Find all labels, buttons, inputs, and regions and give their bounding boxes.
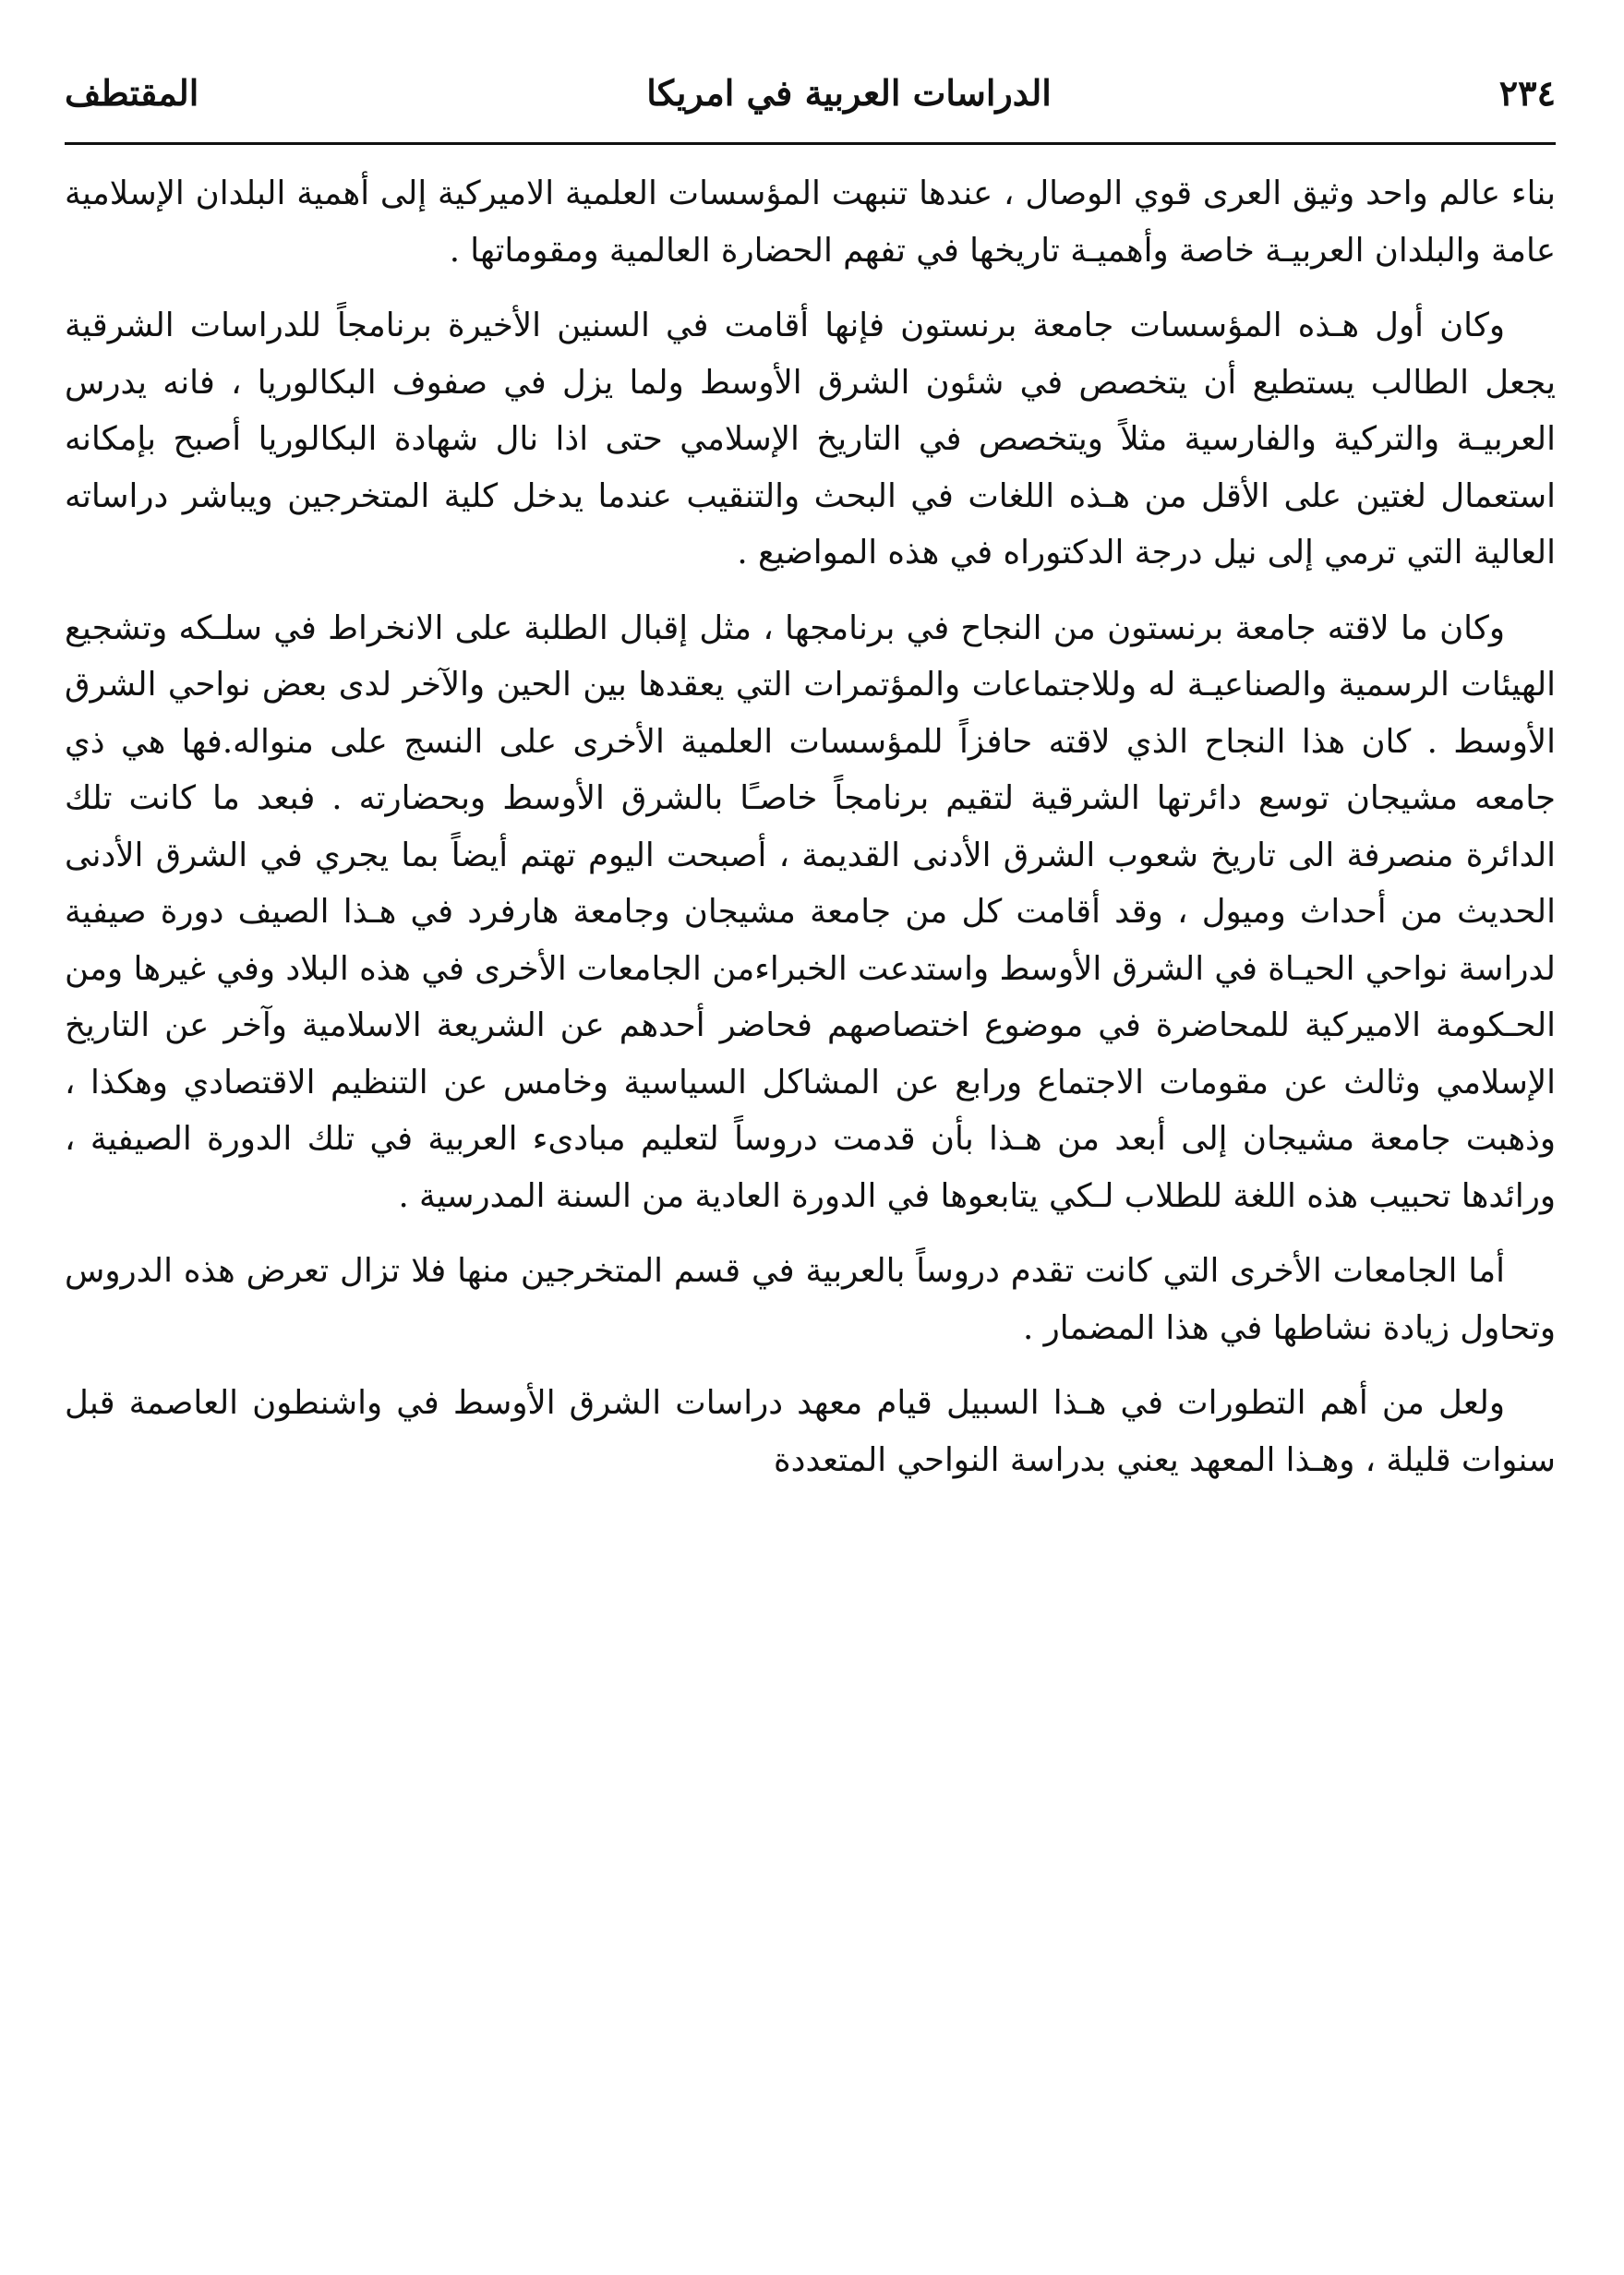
paragraph-5: ولعل من أهم التطورات في هـذا السبيل قيام معهد دراسات الشرق الأوسط في واشنطون العاصمة قبل سنوات قليلة ، وهـذا المعهد يعني بدراسة النواحي المتعددة [65, 1384, 1556, 1479]
running-title: الدراسات العربية في امريكا [646, 71, 1052, 114]
document-page [65, 55, 1556, 2244]
paragraph-4: أما الجامعات الأخرى التي كانت تقدم دروساً بالعربية في قسم المتخرجين منها فلا تزال تعرض هذه الدروس وتحاول زيادة نشاطها في هذا المضمار . [65, 1252, 1556, 1347]
journal-name: المقتطف [65, 71, 199, 114]
paragraph-2: وكان أول هـذه المؤسسات جامعة برنستون فإنها أقامت في السنين الأخيرة برنامجاً للدراسات الشرقية يجعل الطالب يستطيع أن يتخصص في شئون الشرق الأوسط ولما يزل في صفوف البكالوريا ، فانه يدرس العربيـة والتركية والفارسية مثلاً ويتخصص في التاريخ الإسلامي حتى اذا نال شهادة البكالوريا أصبح بإمكانه استعمال لغتين على الأقل من هـذه اللغات في البحث والتنقيب عندما يدخل كلية المتخرجين ويباشر دراساته العالية التي ترمي إلى نيل درجة الدكتوراه في هذه المواضيع . [65, 307, 1556, 572]
header-rule [65, 142, 1556, 145]
article-body [65, 165, 1556, 1488]
page-number: ٢٣٤ [1498, 71, 1556, 114]
page-header [65, 55, 1556, 129]
paragraph-3: وكان ما لاقته جامعة برنستون من النجاح في برنامجها ، مثل إقبال الطلبة على الانخراط في سلـكه وتشجيع الهيئات الرسمية والصناعيـة له وللاجتماعات والمؤتمرات التي يعقدها بين الحين والآخر لدى بعض نواحي الشرق الأوسط . كان هذا النجاح الذي لاقته حافزاً للمؤسسات العلمية الأخرى على النسج على منواله.فها هي ذي جامعه مشيجان توسع دائرتها الشرقية لتقيم برنامجاً خاصـًا بالشرق الأوسط وبحضارته . فبعد ما كانت تلك الدائرة منصرفة الى تاريخ شعوب الشرق الأدنى القديمة ، أصبحت اليوم تهتم أيضاً بما يجري في الشرق الأدنى الحديث من أحداث وميول ، وقد أقامت كل من جامعة مشيجان وجامعة هارفرد في هـذا الصيف دورة صيفية لدراسة نواحي الحيـاة في الشرق الأوسط واستدعت الخبراءمن الجامعات الأخرى في هذه البلاد وفي غيرها ومن الحـكومة الاميركية للمحاضرة في موضوع اختصاصهم فحاضر أحدهم عن الشريعة الاسلامية وآخر عن التاريخ الإسلامي وثالث عن مقومات الاجتماع ورابع عن المشاكل السياسية وخامس عن التنظيم الاقتصادي وهكذا ، وذهبت جامعة مشيجان إلى أبعد من هـذا بأن قدمت دروساً لتعليم مبادىء العربية في تلك الدورة الصيفية ، ورائدها تحبيب هذه اللغة للطلاب لـكي يتابعوها في الدورة العادية من السنة المدرسية . [65, 608, 1556, 1215]
paragraph-1: بناء عالم واحد وثيق العرى قوي الوصال ، عندها تنبهت المؤسسات العلمية الاميركية إلى أهمية البلدان الإسلامية عامة والبلدان العربيـة خاصة وأهميـة تاريخها في تفهم الحضارة العالمية ومقوماتها . [65, 175, 1556, 270]
